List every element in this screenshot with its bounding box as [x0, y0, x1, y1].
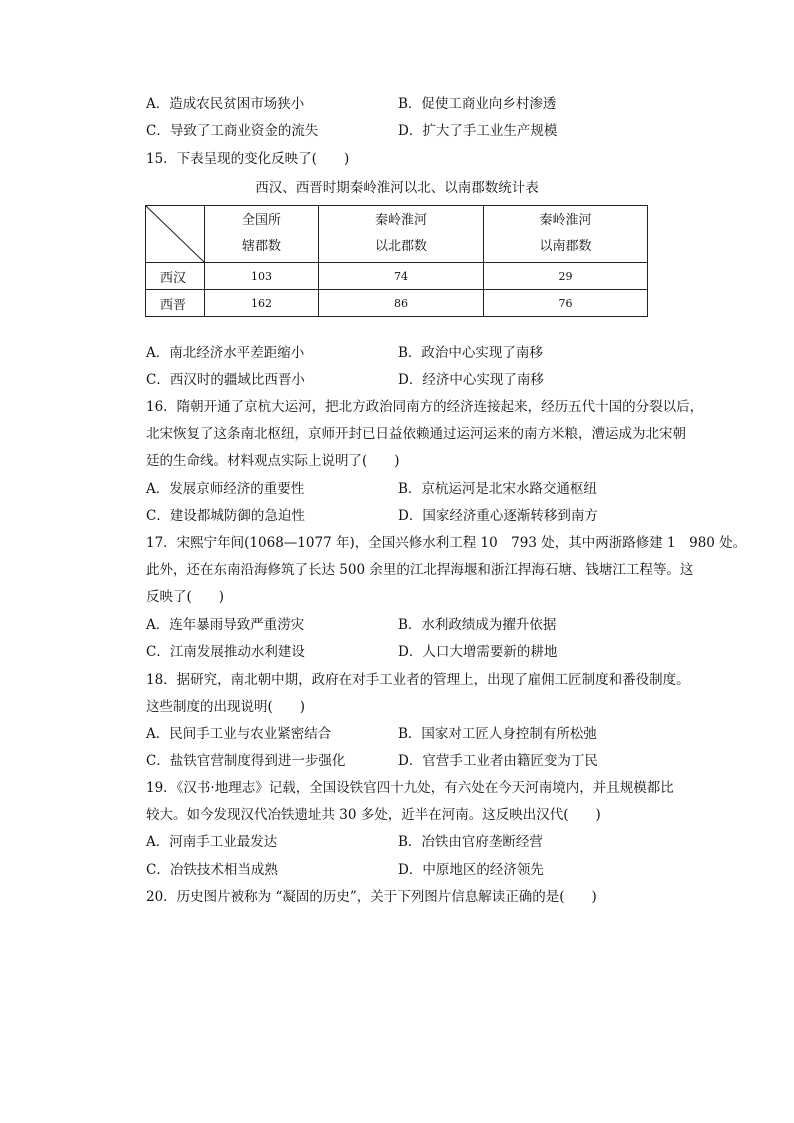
header-south-prefectures [484, 206, 648, 263]
q14-option-c: C．导致了工商业资金的流失 [146, 123, 319, 139]
q18-stem-line: 18．据研究，南北朝中期，政府在对手工业者的管理上，出现了雇佣工匠制度和番役制度。 [146, 672, 690, 688]
q19-stem-line: 19．《汉书·地理志》记载，全国设铁官四十九处，有六处在今天河南境内，并且规模都比 [146, 780, 674, 796]
diagonal-header-cell [146, 206, 205, 263]
q16-option-a: A．发展京师经济的重要性 [146, 481, 305, 497]
q18-option-d: D．官营手工业者由籍匠变为丁民 [398, 753, 598, 769]
table-cell: 162 [205, 290, 319, 317]
q15-option-b: B．政治中心实现了南移 [398, 345, 543, 361]
q16-stem-line: 16．隋朝开通了京杭大运河，把北方政治同南方的经济连接起来，经历五代十国的分裂以后， [146, 399, 704, 415]
row-label: 西汉 [146, 263, 205, 290]
q16-stem-line: 廷的生命线。材料观点实际上说明了( ) [146, 453, 400, 469]
q19-option-c: C．冶铁技术相当成熟 [146, 862, 278, 878]
header-north-prefectures [319, 206, 484, 263]
header-line: 以北郡数 [374, 239, 427, 254]
header-line: 秦岭淮河 [539, 213, 592, 228]
q15-option-d: D．经济中心实现了南移 [398, 372, 544, 388]
q17-stem-line: 反映了( ) [146, 589, 225, 605]
q15-option-c: C．西汉时的疆域比西晋小 [146, 372, 305, 388]
header-line: 全国所 [241, 213, 281, 228]
q18-stem-line: 这些制度的出现说明( ) [146, 699, 306, 715]
table-header-row [146, 206, 648, 263]
q17-stem-line: 此外，还在东南沿海修筑了长达 500 余里的江北捍海堰和浙江捍海石塘、钱塘江工程等。这 [146, 562, 694, 578]
table-cell: 29 [484, 263, 648, 290]
q14-option-d: D．扩大了手工业生产规模 [398, 123, 558, 139]
q17-stem-line: 17．宋熙宁年间(1068—1077 年)，全国兴修水利工程 10 793 处，其中两浙路修建 1 980 处。 [146, 535, 747, 551]
q14-option-b: B．促使工商业向乡村渗透 [398, 96, 557, 112]
header-line: 辖郡数 [241, 239, 281, 254]
q15-stem: 15．下表呈现的变化反映了( ) [146, 151, 350, 167]
q15-statistics-table [145, 205, 648, 317]
q16-option-d: D．国家经济重心逐渐转移到南方 [398, 508, 598, 524]
header-total-prefectures [205, 206, 319, 263]
q15-table-caption: 西汉、西晋时期秦岭淮河以北、以南郡数统计表 [255, 180, 539, 196]
table-cell: 76 [484, 290, 648, 317]
q17-option-d: D．人口大增需要新的耕地 [398, 644, 558, 660]
q16-stem-line: 北宋恢复了这条南北枢纽，京师开封已日益依赖通过运河运来的南方米粮，漕运成为北宋朝 [146, 426, 686, 442]
table-row [146, 263, 648, 290]
header-line: 以南郡数 [539, 239, 592, 254]
q19-option-b: B．冶铁由官府垄断经营 [398, 834, 543, 850]
q18-option-c: C．盐铁官营制度得到进一步强化 [146, 753, 346, 769]
table-cell: 74 [319, 263, 484, 290]
row-label: 西晋 [146, 290, 205, 317]
q19-option-a: A．河南手工业最发达 [146, 834, 278, 850]
diagonal-line-icon [146, 206, 204, 262]
q19-option-d: D．中原地区的经济领先 [398, 862, 544, 878]
table-row [146, 290, 648, 317]
q15-option-a: A．南北经济水平差距缩小 [146, 345, 305, 361]
q14-option-a: A．造成农民贫困市场狭小 [146, 96, 305, 112]
q18-option-a: A．民间手工业与农业紧密结合 [146, 726, 332, 742]
q16-option-b: B．京杭运河是北宋水路交通枢纽 [398, 481, 597, 497]
q20-stem: 20．历史图片被称为 “凝固的历史”，关于下列图片信息解读正确的是( ) [146, 889, 597, 905]
q17-option-b: B．水利政绩成为擢升依据 [398, 617, 557, 633]
header-line: 秦岭淮河 [374, 213, 427, 228]
q16-option-c: C．建设都城防御的急迫性 [146, 508, 305, 524]
q19-stem-line: 较大。如今发现汉代冶铁遗址共 30 多处，近半在河南。这反映出汉代( ) [146, 807, 601, 823]
table-cell: 86 [319, 290, 484, 317]
q18-option-b: B．国家对工匠人身控制有所松弛 [398, 726, 597, 742]
table-cell: 103 [205, 263, 319, 290]
q17-option-c: C．江南发展推动水利建设 [146, 644, 305, 660]
q17-option-a: A．连年暴雨导致严重涝灾 [146, 617, 305, 633]
